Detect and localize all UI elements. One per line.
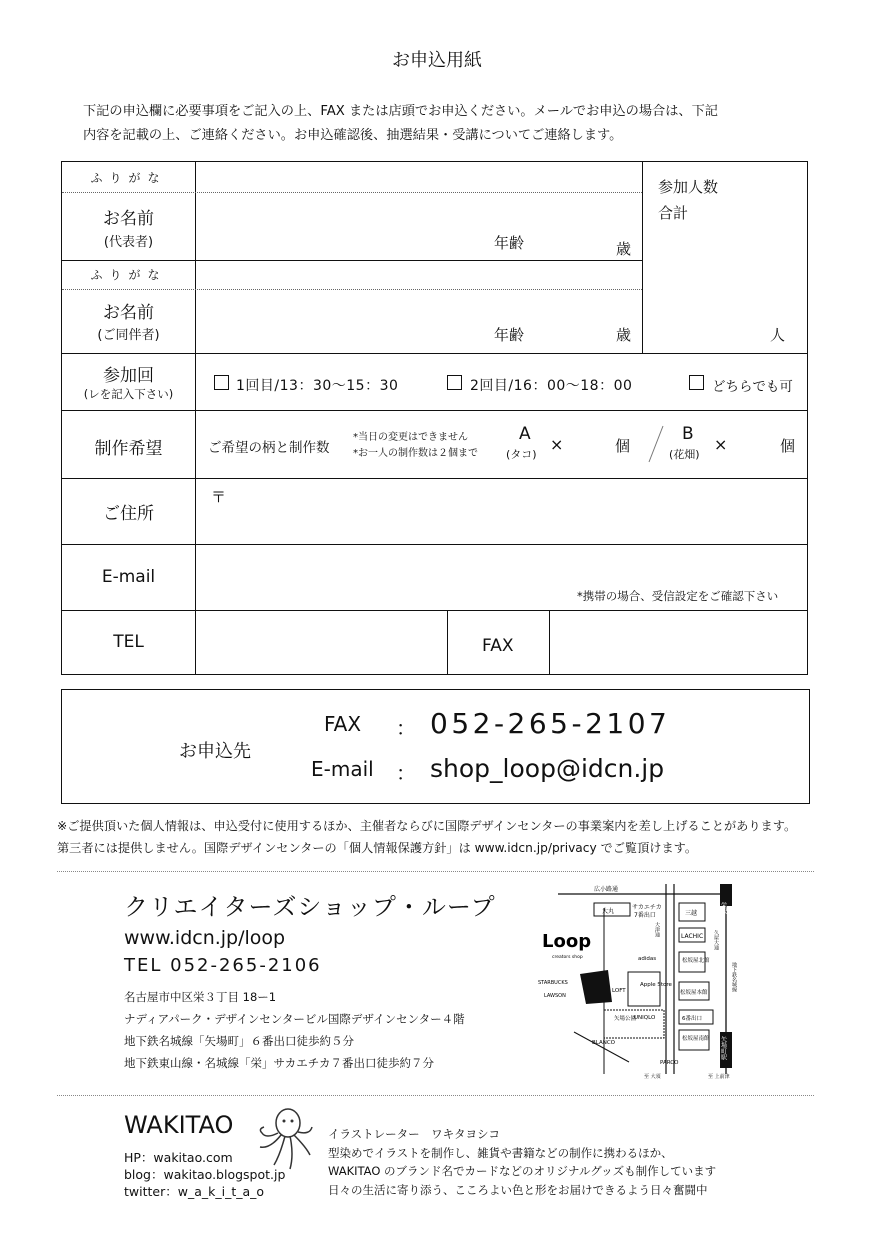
artist-hp: HP：wakitao.com — [124, 1150, 233, 1165]
shop-tel: TEL 052-265-2106 — [124, 955, 322, 976]
fax-field[interactable] — [550, 611, 807, 674]
map-blanco: BLANCO — [592, 1040, 616, 1046]
contact-fax-label: FAX — [324, 712, 362, 736]
contact-email-value: shop_loop@idcn.jp — [430, 754, 665, 783]
contact-label: お申込先 — [179, 741, 251, 762]
map-to-osu: 至 大須 — [644, 1074, 661, 1080]
map-exit7: 7番出口 — [634, 912, 656, 919]
page-title: お申込用紙 — [392, 50, 482, 71]
times-a: × — [550, 435, 564, 454]
contact-fax-value: 052-265-2107 — [430, 707, 671, 740]
separator-1 — [57, 871, 814, 872]
artist-title: イラストレーター ワキタヨシコ — [328, 1127, 501, 1141]
person-unit: 人 — [770, 326, 786, 344]
tel-label: TEL — [113, 632, 144, 652]
intro-text: 下記の申込欄に必要事項をご記入の上、FAX または店頭でお申込ください。メールでお申込の場合は、下記 内容を記載の上、ご連絡ください。お申込確認後、抽選結果・受講についてご連絡します。 — [83, 104, 718, 143]
tel-field[interactable] — [196, 611, 446, 674]
map-starbucks: STARBUCKS — [538, 980, 568, 986]
total-label-2: 合計 — [658, 204, 689, 222]
total-label: 参加人数 — [658, 178, 719, 196]
privacy-note-1: ※ご提供頂いた個人情報は、申込受付に使用するほか、主催者ならびに国際デザインセンターの事業案内を差し上げることがあります。 — [57, 819, 797, 833]
separator-2 — [57, 1095, 814, 1096]
map-yaba-park: 矢場公園 — [614, 1016, 637, 1022]
application-form — [61, 161, 808, 675]
map-parco: PARCO — [660, 1060, 679, 1066]
privacy-note-2: 第三者には提供しません。国際デザインセンターの「個人情報保護方針」は www.idcn.jp/privacy でご覧頂けます。 — [57, 841, 698, 855]
times-b: × — [714, 435, 728, 454]
option-b: B — [682, 424, 694, 444]
artist-twitter: twitter：w_a_k_i_t_a_o — [124, 1184, 265, 1199]
divider-slash — [646, 424, 666, 464]
email-label: E-mail — [101, 567, 156, 587]
map-yabacho-station: 矢場町駅 — [719, 1036, 727, 1060]
design-desc: ご希望の柄と制作数 — [208, 440, 330, 456]
name-comp-sub: (ご同伴者) — [97, 328, 160, 343]
session2-label: 2回目/16：00〜18：00 — [470, 378, 633, 394]
map-subway-line: 地下鉄名城線 — [731, 962, 737, 992]
contact-box — [61, 689, 810, 804]
contact-colon-1: ： — [396, 716, 416, 740]
age-unit: 歳 — [616, 240, 632, 258]
map-matsuzakaya-south: 松坂屋南館 — [682, 1036, 710, 1042]
map-logo: Loop — [542, 931, 592, 952]
artist-name: WAKITAO — [124, 1111, 234, 1139]
map-lawson: LAWSON — [544, 993, 566, 999]
name-comp-field[interactable] — [196, 290, 496, 352]
map-lachic: LACHIC — [681, 933, 704, 940]
postal-mark: 〒 — [211, 488, 227, 506]
session-label: 参加回 — [103, 366, 154, 386]
map-hisaya: 久屋大通 — [713, 930, 719, 950]
map-mitsukoshi: 三越 — [685, 910, 698, 917]
age-unit-2: 歳 — [616, 326, 632, 344]
name-rep-field[interactable] — [196, 193, 496, 259]
artist-desc-3: 日々の生活に寄り添う、こころよい色と形をお届けできるよう日々奮闘中 — [328, 1183, 708, 1197]
shop-url: www.idcn.jp/loop — [124, 927, 286, 949]
artist-blog: blog：wakitao.blogspot.jp — [124, 1167, 286, 1182]
shop-building: ナディアパーク・デザインセンタービル国際デザインセンター４階 — [124, 1012, 465, 1026]
access-map — [534, 882, 762, 1080]
session-sub: (レを記入下さい) — [83, 387, 174, 401]
map-exit6: 6番出口 — [682, 1016, 702, 1022]
map-matsuzakaya-north: 松坂屋北館 — [682, 958, 710, 964]
address-field[interactable] — [196, 479, 807, 543]
address-label: ご住所 — [103, 504, 154, 524]
option-b-sub: (花畑) — [669, 448, 700, 461]
design-note-2: *お一人の制作数は２個まで — [353, 448, 478, 459]
design-note-1: *当日の変更はできません — [353, 432, 468, 443]
contact-email-label: E-mail — [311, 757, 374, 781]
map-daimaru: 大丸 — [602, 908, 615, 915]
artist-desc-2: WAKITAO のブランド名でカードなどのオリジナルグッズも制作しています — [328, 1164, 717, 1178]
session1-checkbox[interactable] — [214, 375, 229, 390]
session1-label: 1回目/13：30〜15：30 — [236, 378, 399, 394]
map-otsudori: 大津通 — [654, 922, 660, 937]
shop-name: クリエイターズショップ・ループ — [124, 893, 496, 921]
map-loft: LOFT — [612, 988, 626, 994]
map-uniqlo: UNIQLO — [634, 1015, 656, 1021]
map-sakaechika: サカエチカ — [632, 904, 662, 911]
furigana-label: ふりがな — [90, 171, 167, 185]
shop-access-1: 地下鉄名城線「矢場町」６番出口徒歩約５分 — [124, 1034, 354, 1048]
furigana-rep-field[interactable] — [196, 163, 641, 191]
name-rep-sub: (代表者) — [103, 235, 154, 250]
email-note: *携帯の場合、受信設定をご確認下さい — [577, 589, 779, 603]
session2-checkbox[interactable] — [447, 375, 462, 390]
session-any-checkbox[interactable] — [689, 375, 704, 390]
shop-address: 名古屋市中区栄３丁目 18ー1 — [124, 990, 277, 1004]
furigana-label-2: ふりがな — [90, 268, 167, 282]
map-adidas: adidas — [638, 956, 657, 962]
shop-access-2: 地下鉄東山線・名城線「栄」サカエチカ７番出口徒歩約７分 — [124, 1056, 435, 1070]
map-sakae-station: 栄駅 — [719, 902, 727, 914]
map-logo-sub: creators shop — [552, 955, 583, 960]
contact-colon-2: ： — [396, 761, 416, 785]
name-rep-label: お名前 — [103, 209, 154, 229]
map-hirokoji: 広小路通 — [594, 886, 619, 893]
option-a-sub: (タコ) — [506, 448, 537, 461]
count-unit-b: 個 — [780, 437, 796, 455]
session-any-label: どちらでも可 — [712, 379, 793, 395]
age-label: 年齢 — [494, 234, 525, 252]
map-matsuzakaya-main: 松坂屋本館 — [680, 990, 708, 996]
artist-desc-1: 型染めでイラストを制作し、雑貨や書籍などの制作に携わるほか、 — [328, 1146, 673, 1160]
map-to-kamimaezu: 至 上前津 — [708, 1074, 730, 1080]
fax-label: FAX — [482, 636, 514, 656]
option-a: A — [519, 424, 531, 444]
age-label-2: 年齢 — [494, 326, 525, 344]
name-comp-label: お名前 — [103, 303, 154, 323]
map-apple: Apple Store — [640, 982, 672, 988]
design-label: 制作希望 — [94, 439, 163, 459]
count-unit-a: 個 — [615, 437, 631, 455]
furigana-comp-field[interactable] — [196, 261, 641, 288]
